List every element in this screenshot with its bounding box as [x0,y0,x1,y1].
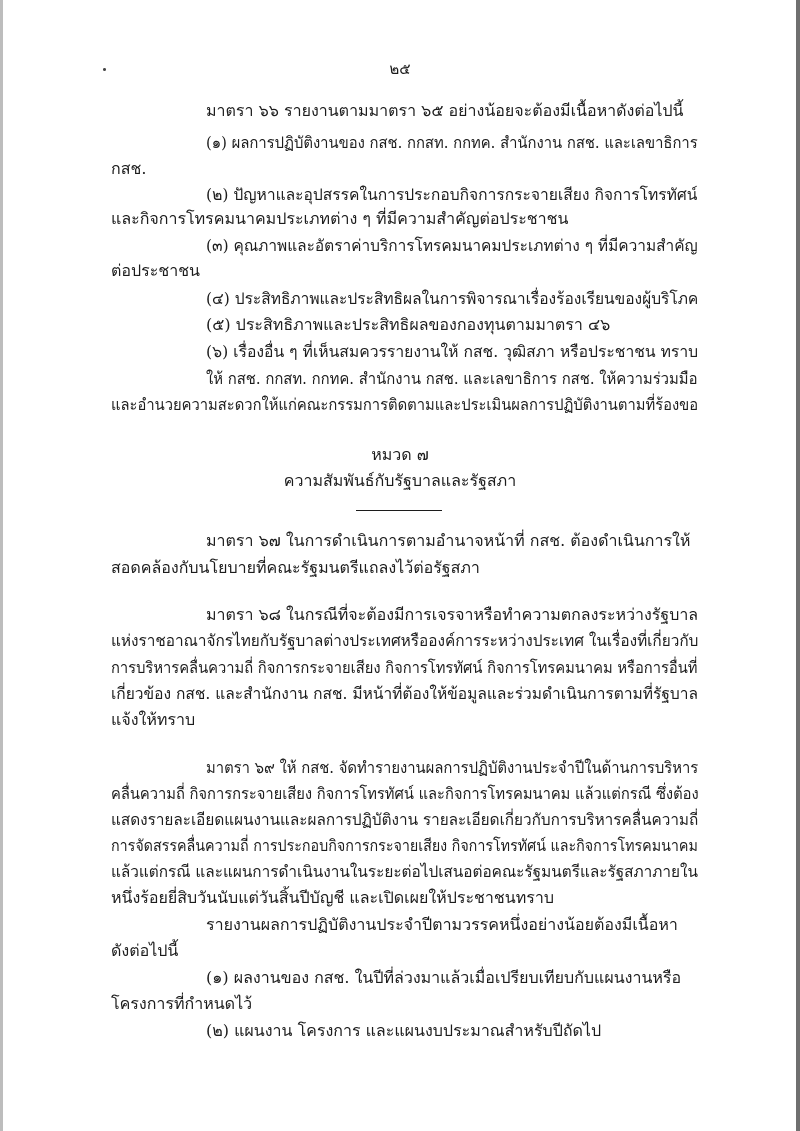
chapter-title: ความสัมพันธ์กับรัฐบาลและรัฐสภา [283,471,517,490]
section-66-item-1: (๑) ผลการปฏิบัติงานของ กสช. กกสท. กกทค. สำนักงาน กสช. และเลขาธิการ [206,133,698,152]
page-number: ๒๕ [389,60,411,78]
section-66-intro: มาตรา ๖๖ รายงานตามมาตรา ๖๕ อย่างน้อยจะต้องมีเนื้อหาดังต่อไปนี้ [206,101,684,120]
section-67-line-2: สอดคล้องกับนโยบายที่คณะรัฐมนตรีแถลงไว้ต่อรัฐสภา [111,558,480,577]
section-68-line-3: การบริหารคลื่นความถี่ กิจการกระจายเสียง กิจการโทรทัศน์ กิจการโทรคมนาคม หรือการอื่นที่ [111,658,698,677]
section-69-para-2: รายงานผลการปฏิบัติงานประจำปีตามวรรคหนึ่งอย่างน้อยต้องมีเนื้อหา [206,915,678,934]
section-66-item-5: (๕) ประสิทธิภาพและประสิทธิผลของกองทุนตามมาตรา ๔๖ [206,315,611,334]
section-69-line-4: การจัดสรรคลื่นความถี่ การประกอบกิจการกระจายเสียง กิจการโทรทัศน์ และกิจการโทรคมนาคม [111,836,698,855]
section-69-line-1: มาตรา ๖๙ ให้ กสช. จัดทำรายงานผลการปฏิบัติงานประจำปีในด้านการบริหาร [206,758,699,777]
section-69-line-2: คลื่นความถี่ กิจการกระจายเสียง กิจการโทรทัศน์ และกิจการโทรคมนาคม แล้วแต่กรณี ซึ่งต้อง [111,784,699,803]
section-68-line-4: เกี่ยวข้อง กสช. และสำนักงาน กสช. มีหน้าที่ต้องให้ข้อมูลและร่วมดำเนินการตามที่รัฐบาล [111,684,698,703]
section-68-line-5: แจ้งให้ทราบ [111,710,196,729]
chapter-number: หมวด ๗ [371,445,429,464]
scan-edge-right [796,0,800,1131]
section-66-closing: ให้ กสช. กกสท. กกทค. สำนักงาน กสช. และเลขาธิการ กสช. ให้ความร่วมมือ [206,369,698,388]
section-69-line-5: แล้วแต่กรณี และแผนการดำเนินงานในระยะต่อไปเสนอต่อคณะรัฐมนตรีและรัฐสภาภายใน [111,862,698,881]
section-69-item-1: (๑) ผลงานของ กสช. ในปีที่ล่วงมาแล้วเมื่อเปรียบเทียบกับแผนงานหรือ [206,968,682,987]
section-68-line-2: แห่งราชอาณาจักรไทยกับรัฐบาลต่างประเทศหรือองค์การระหว่างประเทศ ในเรื่องที่เกี่ยวกับ [111,631,699,650]
section-66-item-2: (๒) ปัญหาและอุปสรรคในการประกอบกิจการกระจายเสียง กิจการโทรทัศน์ [206,185,698,204]
section-69-para-2-cont: ดังต่อไปนี้ [111,941,179,960]
section-66-item-6: (๖) เรื่องอื่น ๆ ที่เห็นสมควรรายงานให้ กสช. วุฒิสภา หรือประชาชน ทราบ [206,342,699,361]
section-69-item-1-cont: โครงการที่กำหนดไว้ [111,994,253,1013]
section-66-item-3: (๓) คุณภาพและอัตราค่าบริการโทรคมนาคมประเภทต่าง ๆ ที่มีความสำคัญ [206,236,698,255]
section-69-line-3: แสดงรายละเอียดแผนงานและผลการปฏิบัติงาน รายละเอียดเกี่ยวกับการบริหารคลื่นความถี่ [111,810,699,829]
section-66-closing-cont: และอำนวยความสะดวกให้แก่คณะกรรมการติดตามและประเมินผลการปฏิบัติงานตามที่ร้องขอ [111,395,699,414]
section-68-line-1: มาตรา ๖๘ ในกรณีที่จะต้องมีการเจรจาหรือทำความตกลงระหว่างรัฐบาล [206,605,699,624]
section-69-item-2: (๒) แผนงาน โครงการ และแผนงบประมาณสำหรับปีถัดไป [206,1021,602,1040]
section-66-item-3-cont: ต่อประชาชน [111,261,200,280]
heading-underline [356,510,442,511]
section-66-item-2-cont: และกิจการโทรคมนาคมประเภทต่าง ๆ ที่มีความสำคัญต่อประชาชน [111,209,569,228]
section-66-item-4: (๔) ประสิทธิภาพและประสิทธิผลในการพิจารณาเรื่องร้องเรียนของผู้บริโภค [206,289,699,308]
scan-edge-left [0,0,3,1131]
section-67-line-1: มาตรา ๖๗ ในการดำเนินการตามอำนาจหน้าที่ กสช. ต้องดำเนินการให้ [206,531,691,550]
section-66-item-1-cont: กสช. [111,159,147,178]
section-69-line-6: หนึ่งร้อยยี่สิบวันนับแต่วันสิ้นปีบัญชี และเปิดเผยให้ประชาชนทราบ [111,888,554,907]
